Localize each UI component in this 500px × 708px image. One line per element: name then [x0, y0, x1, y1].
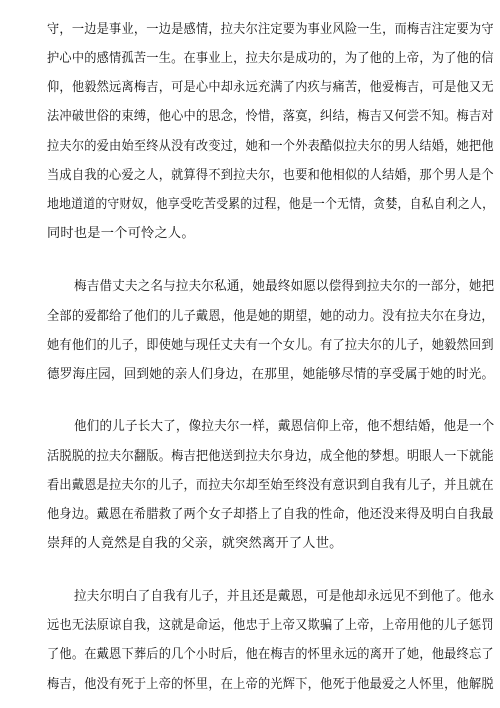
- text-line: 当成自我的心爱之人，就算得不到拉夫尔，也要和他相似的人结婚，那个男人是个: [47, 168, 494, 183]
- text-line: 同时也是一个可怜之人。: [47, 226, 195, 241]
- text-line: 她有他们的儿子，即使她与现任丈夫有一个女儿。有了拉夫尔的儿子，她毅然回到: [47, 338, 494, 353]
- text-line: 拉夫尔的爱由始至终从没有改变过，她和一个外表酷似拉夫尔的男人结婚，她把他: [47, 139, 494, 154]
- text-line: 崇拜的人竟然是自我的父亲，就突然离开了人世。: [47, 536, 343, 551]
- text-line: 法冲破世俗的束缚，他心中的思念，怜惜，落寞，纠结，梅吉又何尝不知。梅吉对: [47, 109, 494, 124]
- text-line: 全部的爱都给了他们的儿子戴恩，他是她的期望，她的动力。没有拉夫尔在身边，: [47, 309, 494, 324]
- text-line: 护心中的感情孤苦一生。在事业上，拉夫尔是成功的，为了他的上帝，为了他的信: [47, 51, 494, 66]
- text-line: 拉夫尔明白了自我有儿子，并且还是戴恩，可是他却永远见不到他了。他永: [74, 589, 495, 604]
- text-line: 活脱脱的拉夫尔翻版。梅吉把他送到拉夫尔身边，成全他的梦想。明眼人一下就能: [47, 449, 494, 464]
- text-line: 仰，他毅然远离梅吉，可是心中却永远充满了内疚与痛苦，他爱梅吉，可是他又无: [47, 80, 494, 95]
- text-line: 他身边。戴恩在希腊救了两个女子却搭上了自我的性命，他还没来得及明白自我最: [47, 507, 494, 522]
- text-line: 看出戴恩是拉夫尔的儿子，而拉夫尔却至始至终没有意识到自我有儿子，并且就在: [47, 478, 494, 493]
- text-line: 地地道道的守财奴，他享受吃苦受累的过程，他是一个无情，贪婪，自私自利之人，: [47, 197, 495, 212]
- text-line: 梅吉借丈夫之名与拉夫尔私通，她最终如愿以偿得到拉夫尔的一部分，她把: [74, 279, 495, 294]
- text-line: 梅吉，他没有死于上帝的怀里，在上帝的光辉下，他死于他最爱之人怀里，他解脱: [47, 677, 494, 692]
- text-line: 德罗海庄园，回到她的亲人们身边，在那里，她能够尽情的享受属于她的时光。: [47, 367, 495, 382]
- text-line: 他们的儿子长大了，像拉夫尔一样，戴恩信仰上帝，他不想结婚，他是一个: [74, 419, 495, 434]
- text-line: 远也无法原谅自我，这就是命运，他忠于上帝又欺骗了上帝，上帝用他的儿子惩罚: [47, 618, 494, 633]
- text-line: 守，一边是事业，一边是感情，拉夫尔注定要为事业风险一生，而梅吉注定要为守: [47, 22, 494, 37]
- text-line: 了他。在戴恩下葬后的几个小时后，他在梅吉的怀里永远的离开了她，他最终忘了: [47, 647, 494, 662]
